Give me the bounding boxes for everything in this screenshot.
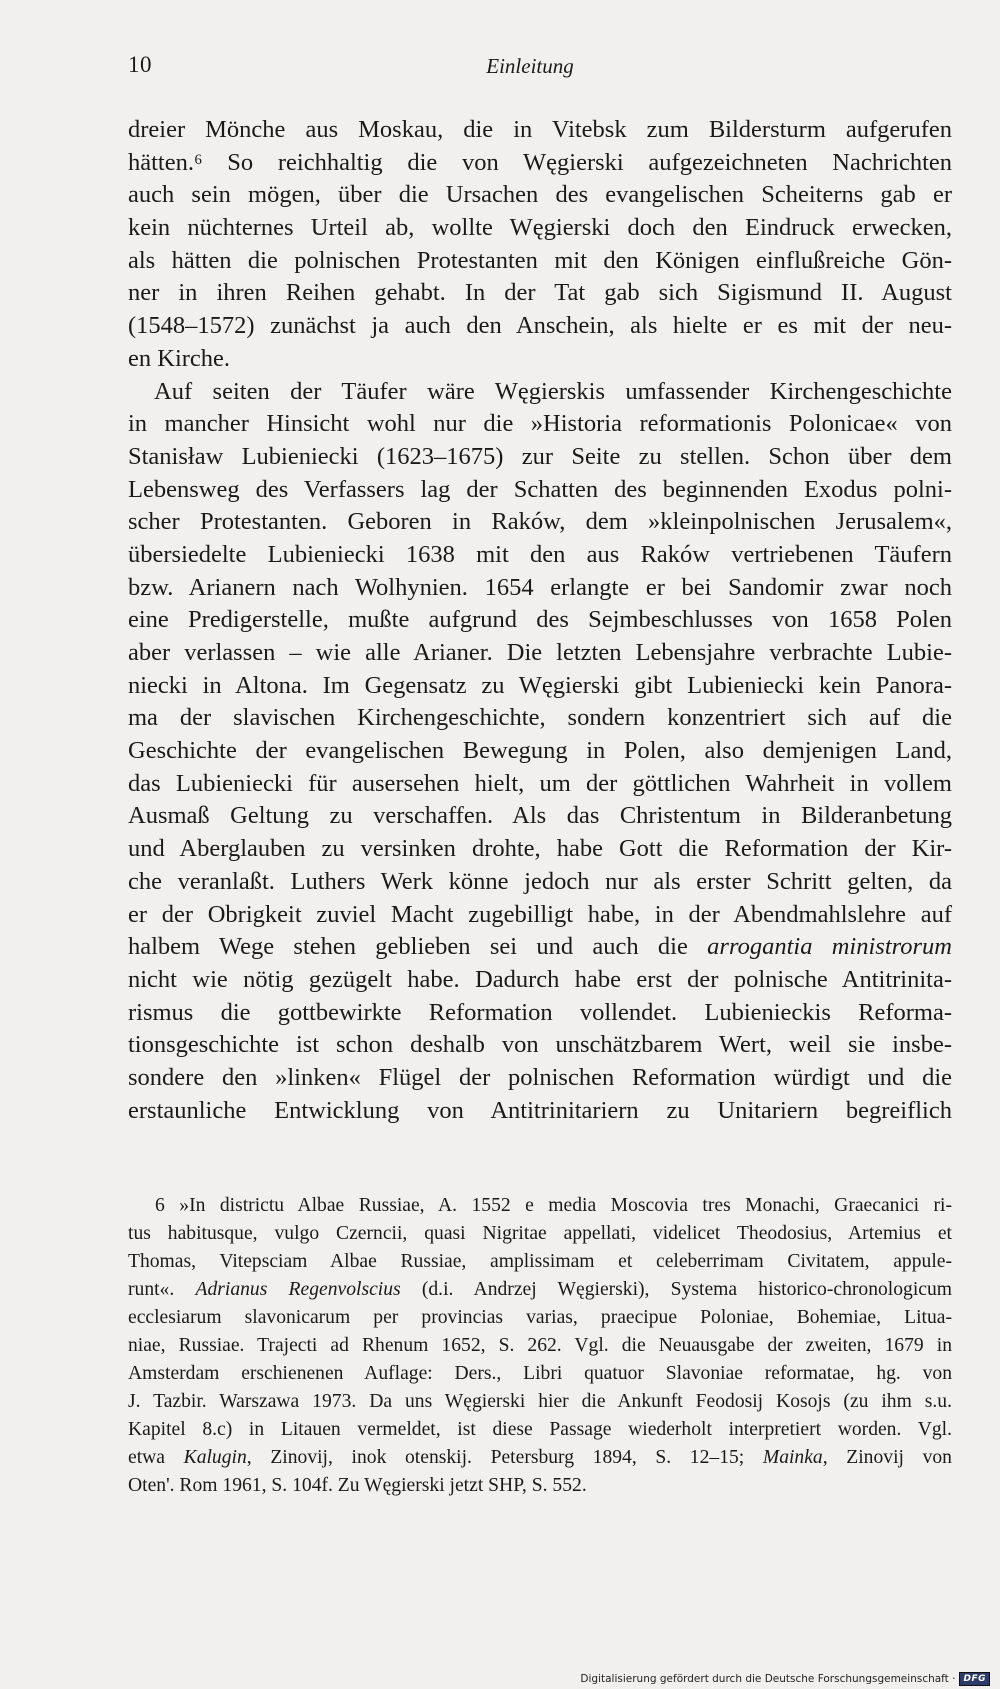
body-line: auch sein mögen, über die Ursachen des evangelischen Scheiterns gab er	[128, 181, 952, 209]
footnote-line-mixed	[128, 1276, 952, 1304]
body-line: das Lubieniecki für ausersehen hielt, um der göttlichen Wahrheit in vollem	[128, 769, 952, 797]
footnote-line: J. Tazbir. Warszawa 1973. Da uns Węgierski hier die Ankunft Feodosij Kosojs (zu ihm s.u.	[128, 1391, 952, 1412]
body-line-text: halbem Wege stehen geblieben sei und auch die	[128, 933, 708, 961]
body-line: sondere den »linken« Flügel der polnischen Reformation würdigt und die	[128, 1063, 952, 1091]
italic-phrase: arrogantia ministrorum	[707, 933, 952, 961]
footnote-italic: Kalugin	[183, 1447, 247, 1468]
footnote-text: , Zinovij von	[822, 1447, 952, 1468]
footnote-text: etwa	[128, 1447, 184, 1468]
body-line: kein nüchternes Urteil ab, wollte Węgierski doch den Eindruck erwecken,	[128, 214, 952, 242]
body-line: Ausmaß Geltung zu verschaffen. Als das Christentum in Bilderanbetung	[128, 802, 952, 830]
body-line: che veranlaßt. Luthers Werk könne jedoch nur als erster Schritt gelten, da	[128, 867, 952, 895]
body-line: Stanisław Lubieniecki (1623–1675) zur Seite zu stellen. Schon über dem	[128, 442, 952, 470]
footnote-line: Oten'. Rom 1961, S. 104f. Zu Węgierski jetzt SHP, S. 552.	[128, 1475, 587, 1496]
footnote-line: Amsterdam erschienenen Auflage: Ders., Libri quatuor Slavoniae reformatae, hg. von	[128, 1363, 952, 1384]
digitization-credit	[580, 1672, 990, 1686]
footnote-text: runt«.	[128, 1279, 196, 1300]
body-line: Geschichte der evangelischen Bewegung in Polen, also demjenigen Land,	[128, 737, 952, 765]
credit-text: Digitalisierung gefördert durch die Deutsche Forschungsgemeinschaft ·	[580, 1673, 956, 1685]
body-line: und Aberglauben zu versinken drohte, habe Gott die Reformation der Kir-	[128, 835, 952, 863]
body-line: dreier Mönche aus Moskau, die in Vitebsk zum Bildersturm aufgerufen	[128, 116, 952, 143]
body-line: eine Predigerstelle, mußte aufgrund des Sejmbeschlusses von 1658 Polen	[128, 606, 952, 634]
body-line: er der Obrigkeit zuviel Macht zugebilligt habe, in der Abendmahlslehre auf	[128, 900, 952, 928]
footnote-line: Thomas, Vitepsciam Albae Russiae, amplissimam et celeberrimam Civitatem, appule-	[128, 1251, 952, 1272]
body-line: Auf seiten der Täufer wäre Węgierskis umfassender Kirchengeschichte	[154, 377, 952, 405]
body-line: (1548–1572) zunächst ja auch den Anschein, als hielte er es mit der neu-	[128, 312, 952, 340]
body-line: en Kirche.	[128, 344, 231, 372]
body-line: nicht wie nötig gezügelt habe. Dadurch habe erst der polnische Antitrinita-	[128, 965, 952, 993]
body-line: ma der slavischen Kirchengeschichte, sondern konzentriert sich auf die	[128, 704, 952, 732]
page-number: 10	[128, 52, 152, 77]
body-line: übersiedelte Lubieniecki 1638 mit den aus Raków vertriebenen Täufern	[128, 540, 952, 568]
footnotes	[128, 1192, 952, 1500]
body-line: aber verlassen – wie alle Arianer. Die letzten Lebensjahre verbrachte Lubie-	[128, 639, 952, 666]
footnote-italic: Adrianus Regenvolscius	[195, 1279, 401, 1300]
body-line-mixed	[128, 931, 952, 964]
body-line: in mancher Hinsicht wohl nur die »Historia reformationis Polonicae« von	[128, 410, 952, 438]
body-line: scher Protestanten. Geboren in Raków, dem »kleinpolnischen Jerusalem«,	[128, 508, 952, 536]
body-line: tionsgeschichte ist schon deshalb von unschätzbarem Wert, weil sie insbe-	[128, 1031, 952, 1059]
footnote-line: ecclesiarum slavonicarum per provincias varias, praecipue Poloniae, Bohemiae, Litua-	[128, 1307, 952, 1328]
running-head: Einleitung	[486, 54, 574, 78]
footnote-text: (d.i. Andrzej Węgierski), Systema historico-chronologicum	[400, 1279, 953, 1300]
body-line: ner in ihren Reihen gehabt. In der Tat gab sich Sigismund II. August	[128, 279, 952, 307]
footnote-line: Kapitel 8.c) in Litauen vermeldet, ist diese Passage wiederholt interpretiert worden. Vgl.	[128, 1419, 952, 1440]
body-line: hätten.⁶ So reichhaltig die von Węgierski aufgezeichneten Nachrichten	[128, 148, 952, 176]
footnote-italic: Mainka	[762, 1447, 823, 1468]
footnote-line-mixed	[128, 1444, 952, 1472]
footnote-line: 6 »In districtu Albae Russiae, A. 1552 e media Moscovia tres Monachi, Graecanici ri-	[155, 1195, 952, 1216]
footnote-line: tus habitusque, vulgo Czerncii, quasi Nigritae appellati, videlicet Theodosius, Artemius et	[128, 1223, 952, 1244]
dfg-logo: DFG	[959, 1672, 990, 1686]
footnote-text: , Zinovij, inok otenskij. Petersburg 1894, S. 12–15;	[246, 1447, 763, 1468]
body-line: bzw. Arianern nach Wolhynien. 1654 erlangte er bei Sandomir zwar noch	[128, 573, 952, 601]
footnote-line: niae, Russiae. Trajecti ad Rhenum 1652, S. 262. Vgl. die Neuausgabe der zweiten, 1679 in	[128, 1335, 952, 1356]
body-line: erstaunliche Entwicklung von Antitrinitariern zu Unitariern begreiflich	[128, 1096, 952, 1124]
body-line: niecki in Altona. Im Gegensatz zu Węgierski gibt Lubieniecki kein Panora-	[128, 671, 952, 699]
body-line: rismus die gottbewirkte Reformation vollendet. Lubienieckis Reforma-	[128, 998, 952, 1026]
body-text	[128, 114, 952, 1127]
body-line: Lebensweg des Verfassers lag der Schatten des beginnenden Exodus polni-	[128, 475, 952, 503]
body-line: als hätten die polnischen Protestanten mit den Königen einflußreiche Gön-	[128, 246, 952, 274]
